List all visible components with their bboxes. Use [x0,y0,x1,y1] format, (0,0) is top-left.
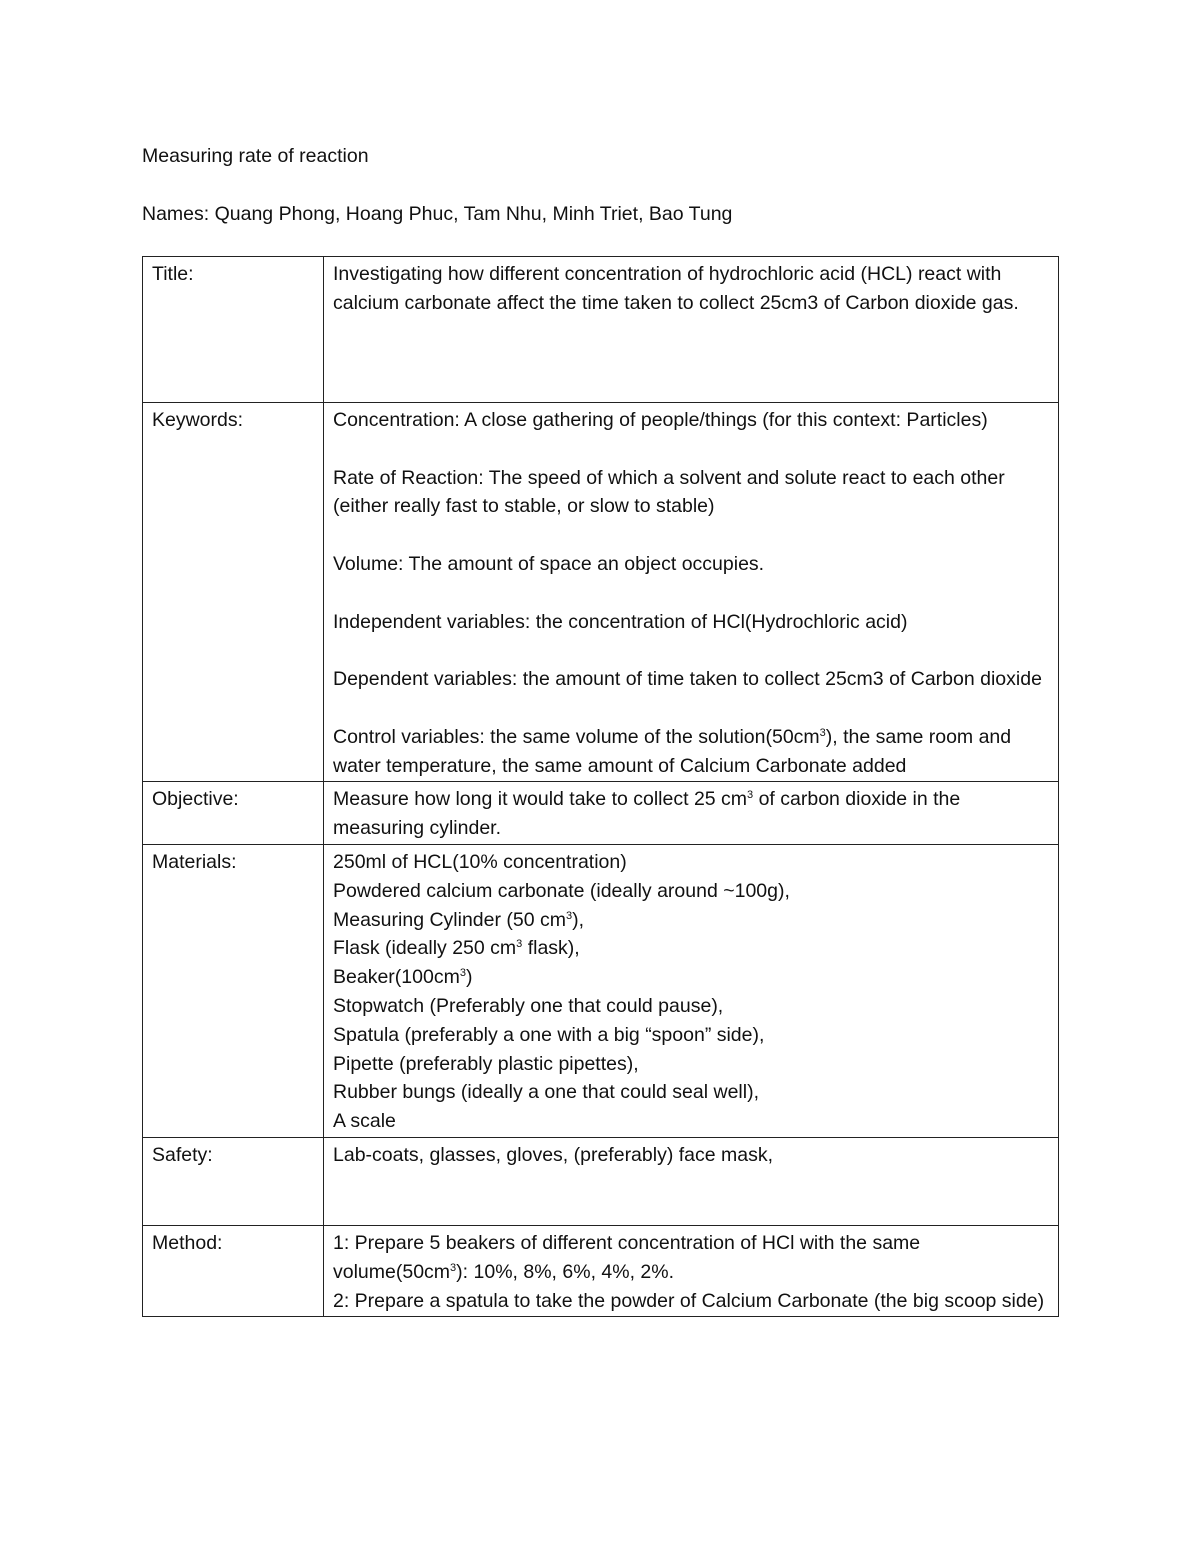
material-beaker-b: ) [465,966,473,989]
objective-text-b: of carbon dioxide in the measuring cylinder. [333,788,961,840]
material-measuring-cylinder-a: Measuring Cylinder (50 cm [333,908,567,931]
objective-text-a: Measure how long it would take to collect 25 cm [333,788,748,811]
keyword-independent-variables: Independent variables: the concentration of HCl(Hydrochloric acid) [333,610,908,633]
materials-list [324,844,1059,1137]
method-step-2: 2: Prepare a spatula to take the powder of Calcium Carbonate (the big scoop side) [333,1289,1045,1312]
material-spatula: Spatula (preferably a one with a big “spoon” side), [333,1023,765,1046]
material-measuring-cylinder-sup: 3 [566,909,573,922]
safety-text: Lab-coats, glasses, gloves, (preferably) face mask, [324,1137,1059,1225]
control-text-b: ), the same room and water temperature, the same amount of Calcium Carbonate added [333,725,1012,777]
label-method: Method: [143,1225,324,1316]
document-title: Measuring rate of reaction [142,145,369,167]
keyword-control-variables [333,723,1049,781]
keyword-dependent-variables: Dependent variables: the amount of time taken to collect 25cm3 of Carbon dioxide [333,668,1042,691]
method-step-1-a: 1: Prepare 5 beakers of different concentration of HCl with the same volume(50cm [333,1231,921,1283]
method-step-1-b: ): 10%, 8%, 6%, 4%, 2%. [456,1260,675,1283]
method-steps [324,1225,1059,1316]
material-scale: A scale [333,1110,396,1133]
control-text-a: Control variables: the same volume of the solution(50cm [333,725,820,748]
method-step-1 [333,1229,1049,1287]
row-safety [143,1137,1059,1225]
material-beaker-a: Beaker(100cm [333,966,460,989]
lab-plan-table [142,256,1059,1317]
material-beaker-sup: 3 [459,967,466,980]
material-flask-a: Flask (ideally 250 cm [333,937,517,960]
row-method [143,1225,1059,1316]
label-materials: Materials: [143,844,324,1137]
row-materials [143,844,1059,1137]
keyword-volume: Volume: The amount of space an object occupies. [333,552,765,575]
material-rubber-bungs: Rubber bungs (ideally a one that could seal well), [333,1081,760,1104]
material-measuring-cylinder [333,906,1049,935]
material-beaker [333,963,1049,992]
objective-superscript: 3 [747,789,754,802]
keyword-rate-of-reaction: Rate of Reaction: The speed of which a solvent and solute react to each other (either really fast to stable, or slow to stable) [333,466,1005,518]
label-title: Title: [143,257,324,403]
material-stopwatch: Stopwatch (Preferably one that could pause), [333,994,724,1017]
label-objective: Objective: [143,782,324,845]
material-measuring-cylinder-b: ), [572,908,585,931]
objective-text [324,782,1059,845]
keywords-cell [324,403,1059,782]
material-pipette: Pipette (preferably plastic pipettes), [333,1052,639,1075]
material-flask-b: flask), [522,937,580,960]
keyword-concentration: Concentration: A close gathering of people/things (for this context: Particles) [333,409,988,431]
material-flask [333,934,1049,963]
material-flask-sup: 3 [516,938,523,951]
label-safety: Safety: [143,1137,324,1225]
material-hcl: 250ml of HCL(10% concentration) [333,850,627,873]
row-objective [143,782,1059,845]
label-keywords: Keywords: [143,403,324,782]
control-superscript: 3 [819,726,826,739]
material-calcium-carbonate: Powdered calcium carbonate (ideally around ~100g), [333,879,790,902]
group-names: Names: Quang Phong, Hoang Phuc, Tam Nhu, Minh Triet, Bao Tung [142,203,733,225]
title-text: Investigating how different concentration of hydrochloric acid (HCL) react with calcium carbonate affect the time taken to collect 25cm3 of Carbon dioxide gas. [324,257,1059,403]
row-keywords [143,403,1059,782]
row-title [143,257,1059,403]
method-step-1-sup: 3 [450,1261,457,1274]
